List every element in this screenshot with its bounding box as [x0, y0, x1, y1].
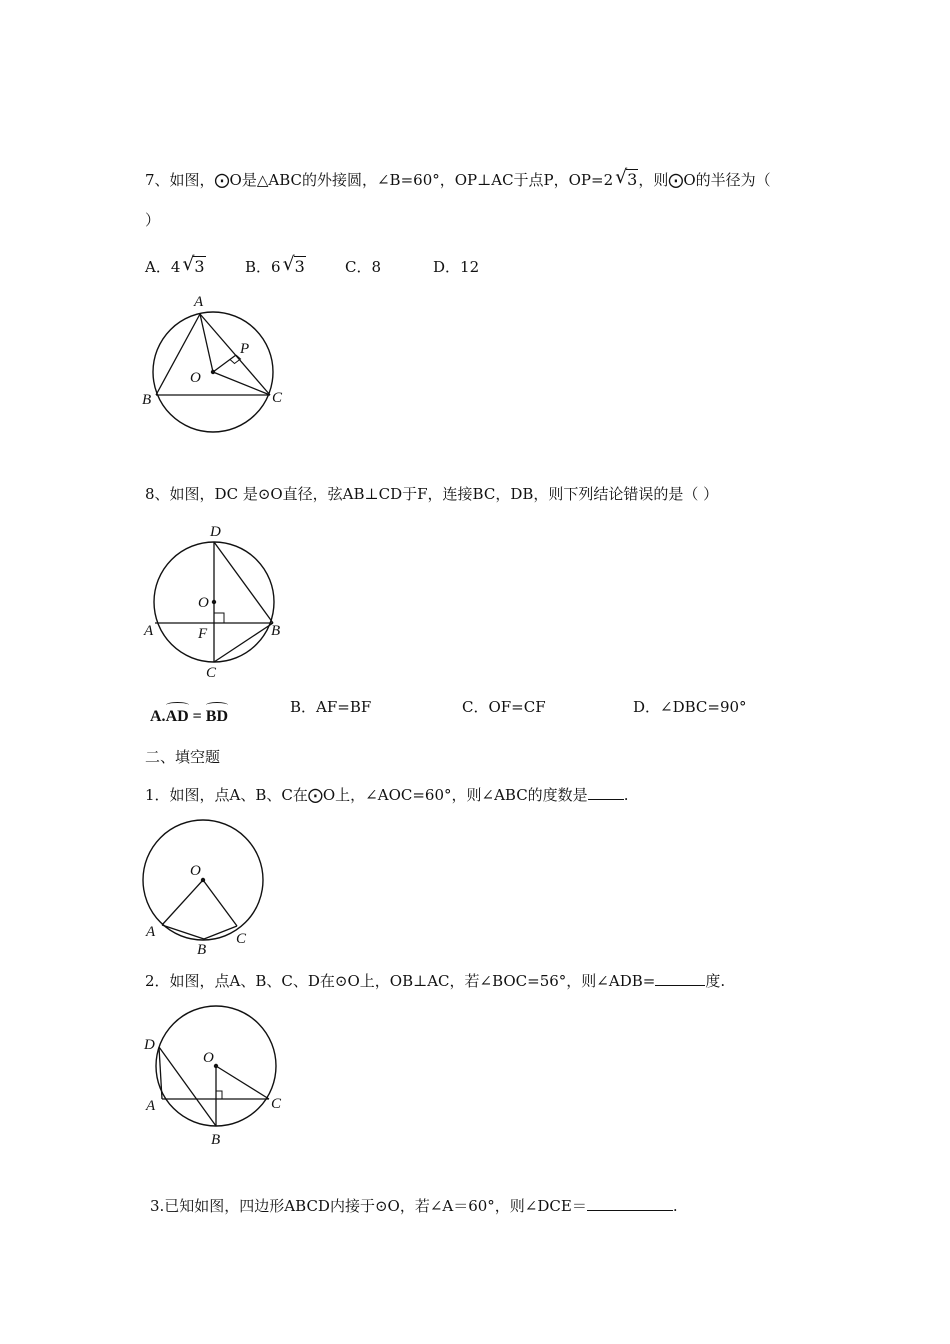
label-f: F	[198, 626, 208, 642]
segment-db	[214, 542, 273, 623]
f2-stem-part: 2．如图，点A、B、C、D在⊙O上，OB⊥AC，若∠BOC=56°，则∠ADB=	[145, 972, 656, 990]
segment-da	[159, 1047, 162, 1099]
f3-stem-part: 3.已知如图，四边形ABCD内接于⊙O，若∠A＝60°，则∠DCE＝	[150, 1197, 587, 1215]
q7-option-d: D．12	[433, 258, 480, 276]
q7-figure	[140, 290, 310, 440]
label-b: B	[142, 392, 152, 408]
q8-option-a	[150, 707, 228, 727]
option-label: A.	[150, 708, 166, 725]
label-b: B	[211, 1132, 221, 1148]
segment-oa	[200, 314, 213, 372]
answer-blank[interactable]	[587, 1196, 673, 1211]
q7-stem-end: ）	[145, 211, 161, 229]
label-b: B	[271, 623, 281, 639]
option-label: A．4	[145, 258, 181, 276]
center-dot	[211, 370, 215, 374]
segment-ac	[200, 314, 270, 395]
f1-stem-part: .	[623, 786, 629, 804]
label-c: C	[206, 665, 217, 681]
q8-option-b: B．AF=BF	[290, 698, 372, 716]
label-c: C	[236, 931, 247, 947]
f2-stem	[145, 971, 725, 991]
f1-stem-part: 1．如图，点A、B、C在⨀O上，∠AOC=60°，则∠ABC的度数是	[145, 786, 588, 804]
label-d: D	[144, 1037, 155, 1053]
equals-sign: =	[188, 708, 206, 725]
segment-cb	[214, 623, 273, 662]
q8-figure	[140, 520, 300, 685]
q7-option-c: C．8	[345, 258, 382, 276]
arc-ad: AD	[165, 708, 189, 725]
q8-stem: 8、如图，DC 是⊙O直径，弦AB⊥CD于F，连接BC，DB，则下列结论错误的是（ ）	[145, 485, 719, 503]
option-label: B．6	[245, 258, 281, 276]
f1-stem	[145, 785, 628, 805]
f2-stem-part: 度.	[705, 972, 726, 990]
label-a: A	[144, 623, 154, 639]
sqrt-symbol: √ 3	[282, 253, 305, 276]
label-o: O	[190, 863, 201, 879]
center-dot	[214, 1064, 218, 1068]
label-p: P	[240, 341, 250, 357]
f2-figure	[140, 995, 300, 1150]
right-angle-mark	[214, 613, 224, 623]
segment-oa	[162, 880, 203, 925]
q8-option-c: C．OF=CF	[462, 698, 546, 716]
segment-oc	[213, 372, 270, 395]
q7-stem-part: 7、如图，⨀O是△ABC的外接圆，∠B=60°，OP⊥AC于点P，OP=2	[145, 171, 614, 189]
sqrt-radicand: 3	[627, 170, 638, 189]
sqrt-radicand: 3	[194, 257, 205, 276]
label-o: O	[190, 370, 201, 386]
label-o: O	[198, 595, 209, 611]
center-dot	[201, 878, 205, 882]
label-d: D	[210, 524, 221, 540]
answer-blank[interactable]	[588, 785, 624, 800]
q7-option-b	[245, 253, 306, 277]
segment-op	[213, 355, 236, 372]
q8-option-d: D．∠DBC=90°	[633, 698, 747, 716]
label-a: A	[194, 294, 204, 310]
label-a: A	[146, 1098, 156, 1114]
segment-oc	[203, 880, 237, 926]
answer-blank[interactable]	[655, 971, 705, 986]
right-angle-mark	[216, 1091, 222, 1099]
label-c: C	[271, 1096, 282, 1112]
sqrt-symbol: √ 3	[182, 253, 205, 276]
segment-oc	[216, 1066, 269, 1099]
center-dot	[212, 600, 216, 604]
label-b: B	[197, 942, 207, 958]
q7-stem	[145, 166, 771, 190]
f3-stem	[150, 1196, 678, 1216]
section-title: 二、填空题	[145, 748, 221, 766]
f3-stem-part: .	[672, 1197, 678, 1215]
label-a: A	[146, 924, 156, 940]
sqrt-symbol: √ 3	[615, 166, 638, 189]
f1-figure	[138, 815, 278, 960]
sqrt-radicand: 3	[294, 257, 305, 276]
label-o: O	[203, 1050, 214, 1066]
arc-bd: BD	[205, 708, 229, 725]
q7-option-a	[145, 253, 206, 277]
q7-stem-part: ，则⨀O的半径为（	[638, 171, 771, 189]
label-c: C	[272, 390, 283, 406]
